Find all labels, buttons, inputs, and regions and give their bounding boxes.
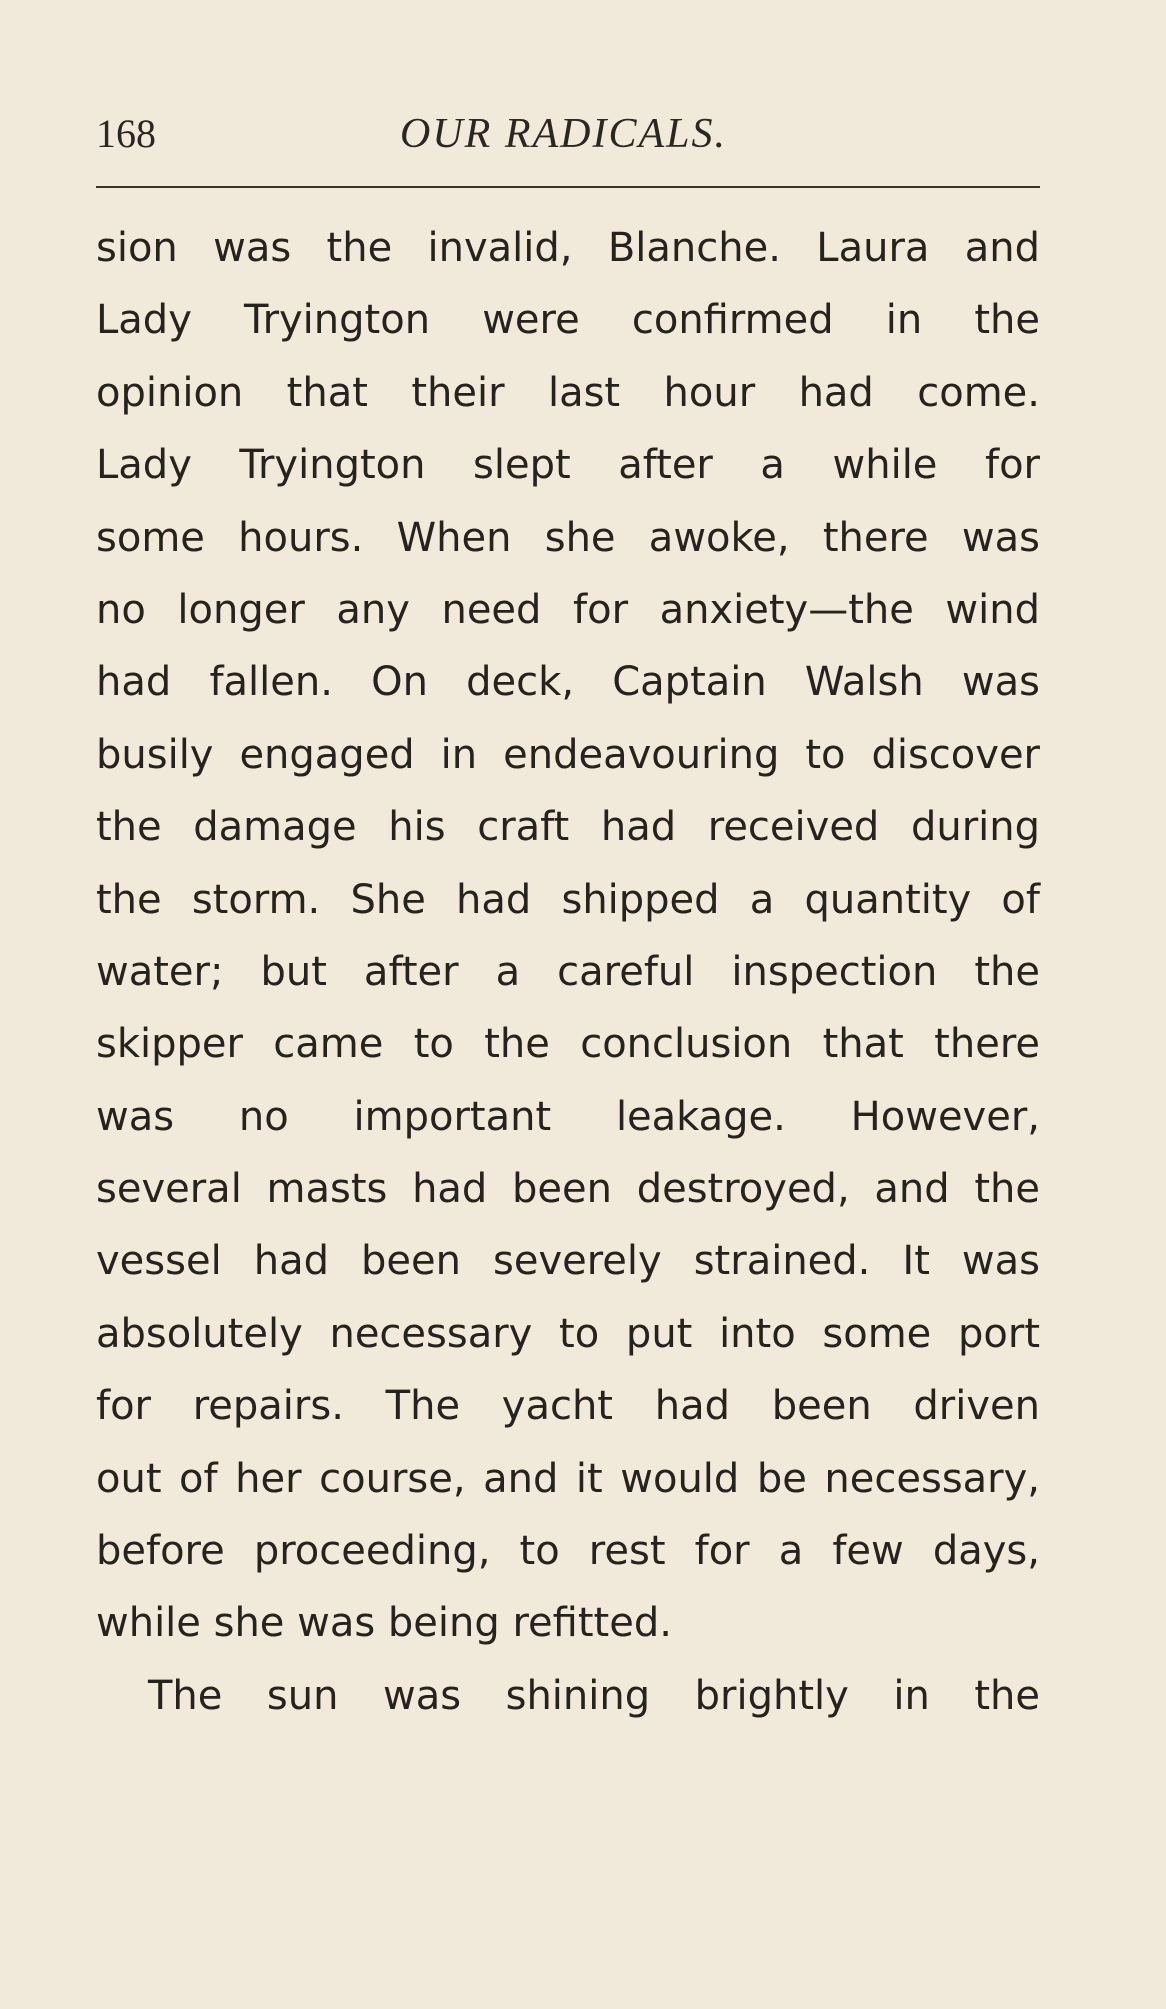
text-line: several masts had been destroyed, and the	[96, 1166, 1040, 1213]
text-line: water; but after a careful inspection the	[96, 948, 1040, 995]
text-line: Lady Tryington were confirmed in the	[96, 297, 1040, 344]
text-line: for repairs. The yacht had been driven	[96, 1383, 1040, 1430]
text-line-paragraph-end: while she was being refitted.	[96, 1600, 672, 1647]
running-title: OUR RADICALS.	[400, 111, 727, 157]
text-line-paragraph-start: The sun was shining brightly in the	[148, 1672, 1040, 1719]
page-number: 168	[96, 111, 156, 156]
text-line: the storm. She had shipped a quantity of	[96, 876, 1040, 923]
text-line: no longer any need for anxiety—the wind	[96, 586, 1040, 633]
text-line: opinion that their last hour had come.	[96, 369, 1040, 416]
header-rule	[96, 186, 1040, 188]
text-line: before proceeding, to rest for a few days,	[96, 1528, 1040, 1575]
text-line: had fallen. On deck, Captain Walsh was	[96, 659, 1040, 706]
text-line: skipper came to the conclusion that there	[96, 1021, 1040, 1068]
text-line: vessel had been severely strained. It was	[96, 1238, 1040, 1285]
page-header	[96, 110, 1036, 170]
text-line: sion was the invalid, Blanche. Laura and	[96, 225, 1040, 271]
text-line: out of her course, and it would be necessary,	[96, 1455, 1040, 1502]
text-line: absolutely necessary to put into some port	[96, 1310, 1040, 1357]
text-line: the damage his craft had received during	[96, 804, 1040, 851]
text-line: was no important leakage. However,	[96, 1093, 1040, 1140]
body-text	[96, 212, 1040, 1732]
text-line: Lady Tryington slept after a while for	[96, 442, 1040, 489]
text-line: busily engaged in endeavouring to discover	[96, 731, 1040, 778]
text-line: some hours. When she awoke, there was	[96, 514, 1040, 561]
